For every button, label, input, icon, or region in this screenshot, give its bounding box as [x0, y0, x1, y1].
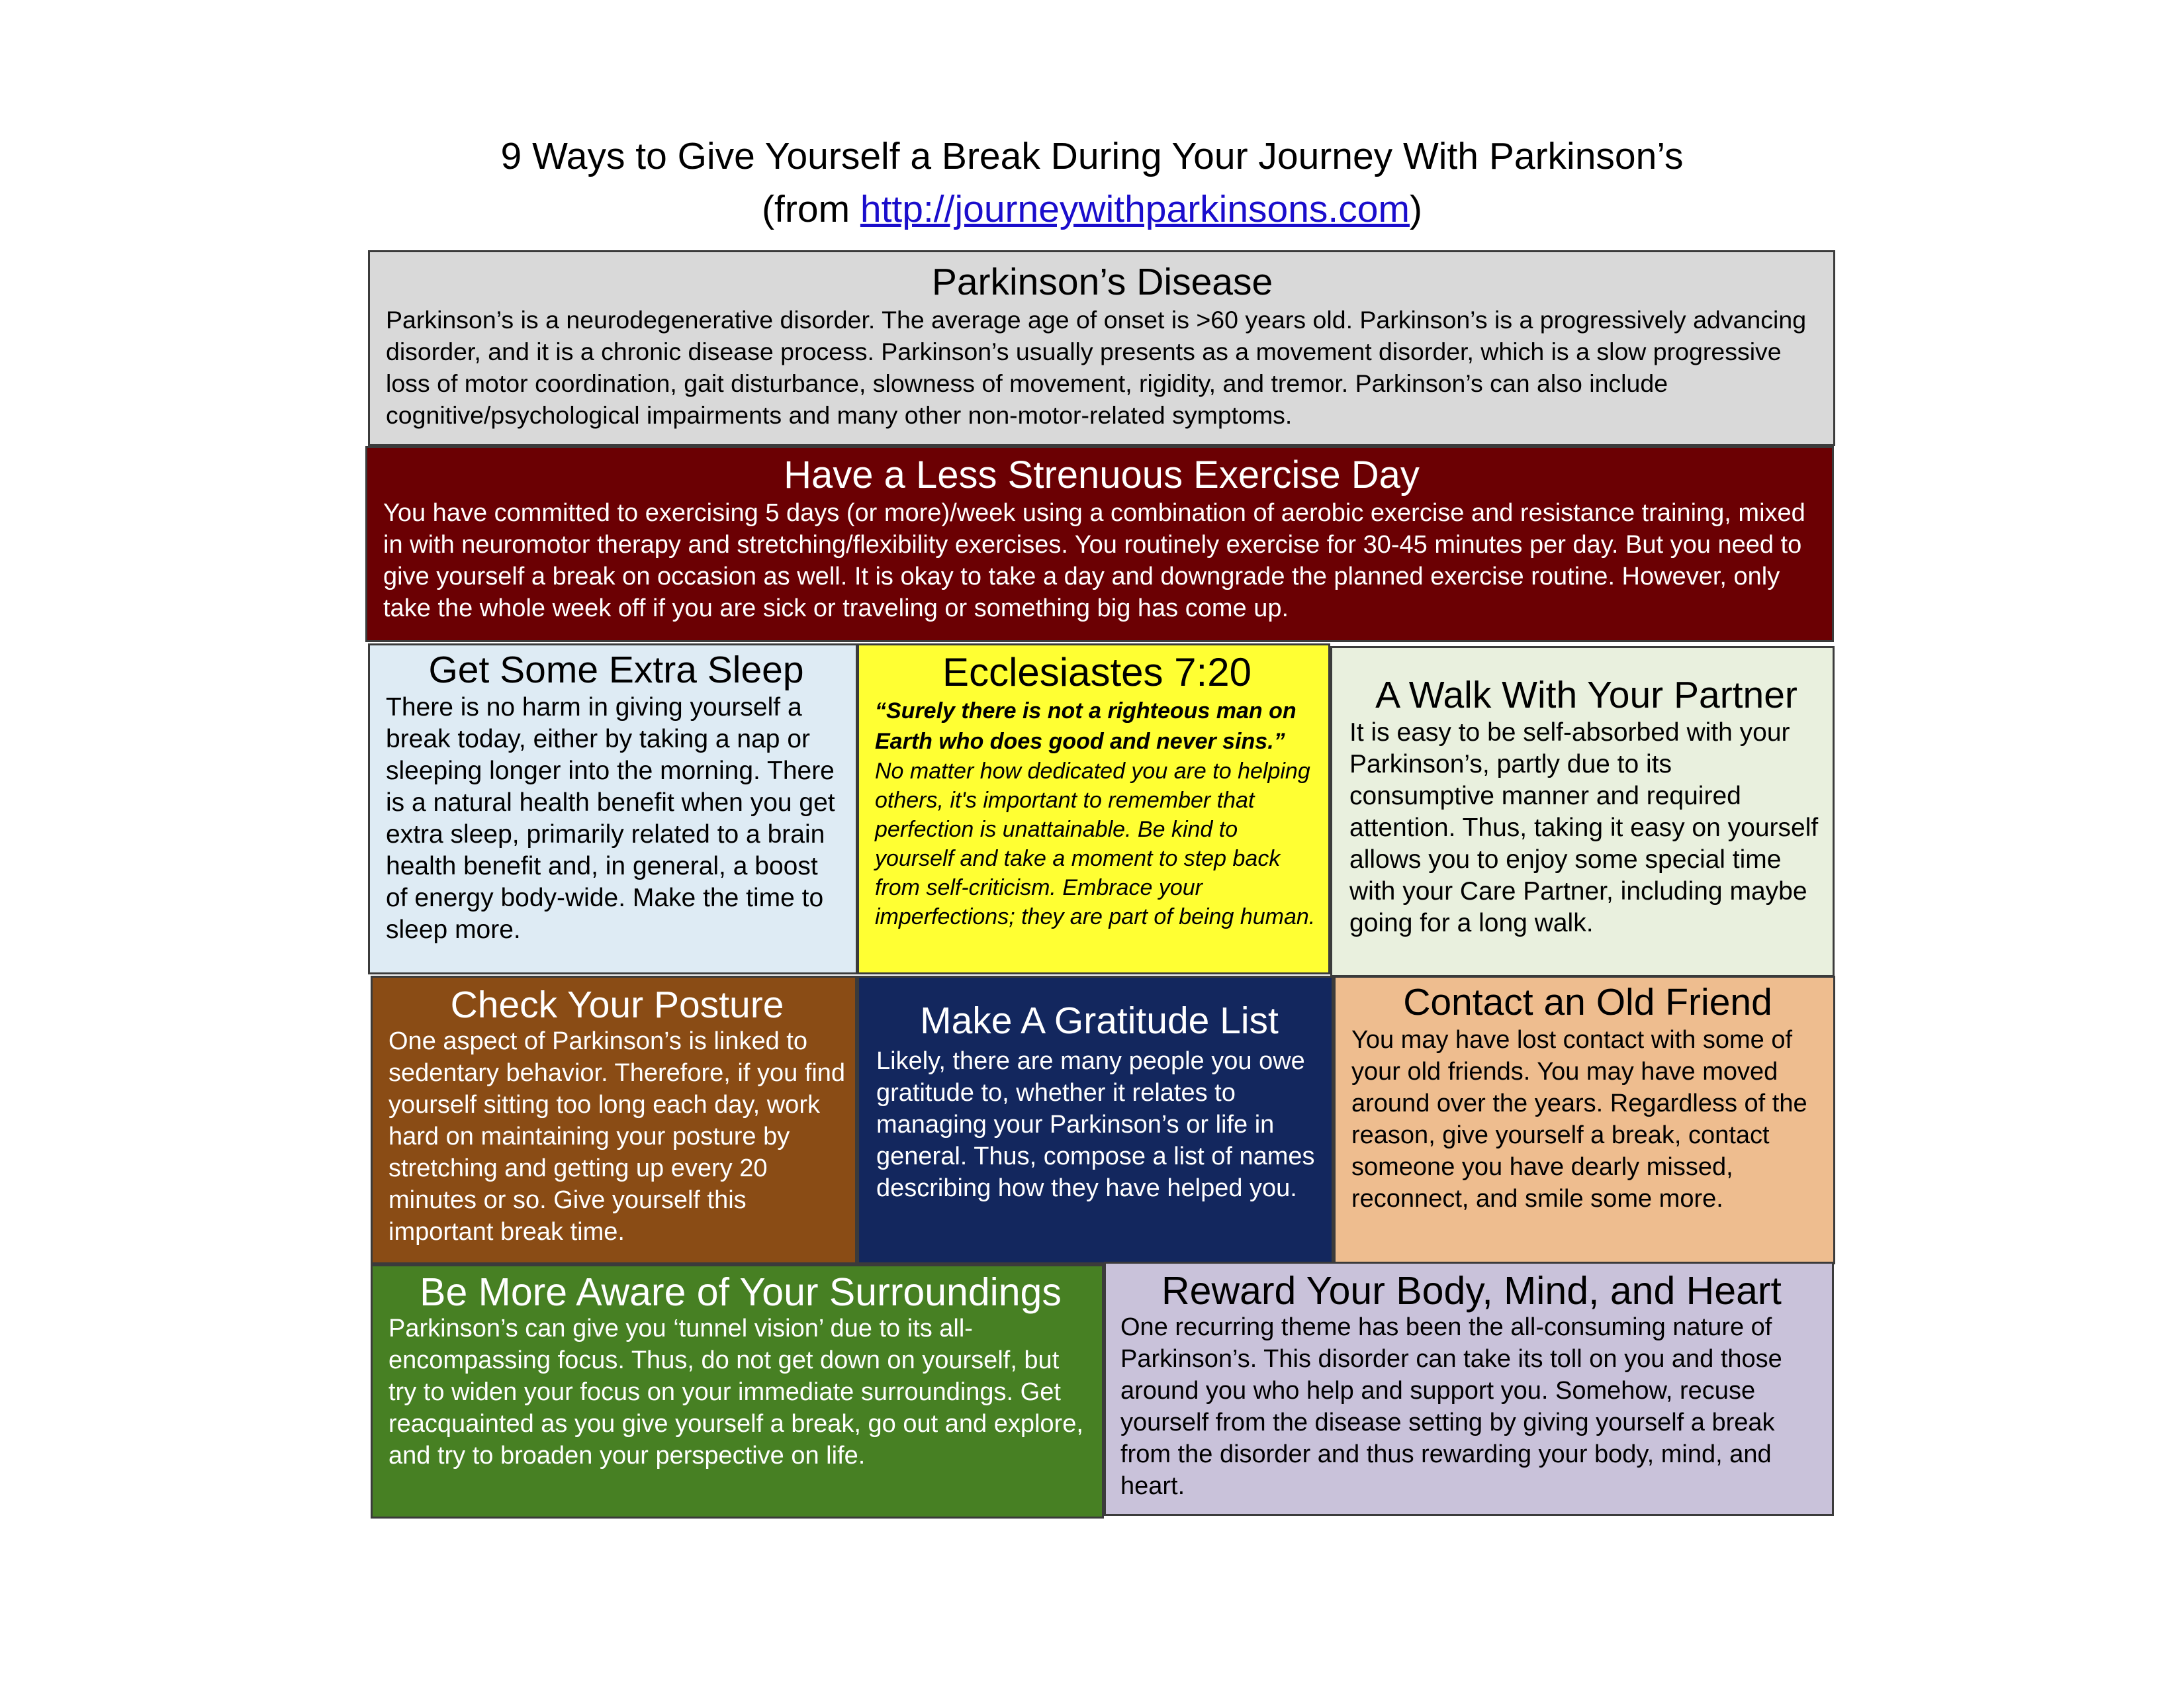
section-old-friend: [1334, 976, 1835, 1264]
section-reward-body-mind-heart: [1104, 1262, 1834, 1516]
scripture-quote: “Surely there is not a righteous man on Earth who does good and never sins.”: [875, 698, 1297, 754]
section-body: There is no harm in giving yourself a break today, either by taking a nap or sleeping longer into the morning. There is a natural health benefit when you get extra sleep, primarily related to a brain health benefit and, in general, a boost of energy body-wide. Make the time to sleep more.: [386, 693, 835, 944]
title-prefix: (from: [762, 188, 860, 230]
section-heading: A Walk With Your Partner: [1375, 674, 1797, 716]
section-heading: Be More Aware of Your Surroundings: [420, 1270, 1062, 1314]
title-line-1: 9 Ways to Give Yourself a Break During Your Journey With Parkinson’s: [500, 135, 1684, 177]
section-body: You may have lost contact with some of your old friends. You may have moved around over the years. Regardless of the reason, give yourself a break, contact someone you have dearly missed, reconnect, and smile some more.: [1351, 1026, 1807, 1213]
section-check-posture: [371, 976, 857, 1264]
section-body: Likely, there are many people you owe gratitude to, whether it relates to managing your Parkinson’s or life in general. Thus, compose a list of names describing how they have helped you.: [876, 1047, 1315, 1202]
section-heading: Ecclesiastes 7:20: [942, 650, 1251, 694]
section-heading: Reward Your Body, Mind, and Heart: [1161, 1269, 1782, 1313]
section-heading: Make A Gratitude List: [920, 1000, 1279, 1042]
page-title: [0, 130, 2184, 236]
section-body: You have committed to exercising 5 days (or more)/week using a combination of aerobic exercise and resistance training, mixed in with neuromotor therapy and stretching/flexibility exercises. You routinely exercise for 30-45 minutes per day. But you need to give yourself a break on occasion as well. It is okay to take a day and downgrade the planned exercise routine. However, only take the whole week off if you are sick or traveling or something big has come up.: [383, 499, 1805, 622]
section-body: Parkinson’s is a neurodegenerative disorder. The average age of onset is >60 years old. Parkinson’s is a progressively advancing disorder, and it is a chronic disease process. Parkinson’s usually presents as a movement disorder, which is a slow progressive loss of motor coordination, gait disturbance, slowness of movement, rigidity, and tremor. Parkinson’s can also include cognitive/psychological impairments and many other non-motor-related symptoms.: [386, 306, 1807, 429]
section-body: It is easy to be self-absorbed with your Parkinson’s, partly due to its consumptive manner and required attention. Thus, taking it easy on yourself allows you to enjoy some special time with your Care Partner, including maybe going for a long walk.: [1349, 718, 1819, 937]
section-heading: Contact an Old Friend: [1403, 981, 1772, 1023]
section-parkinsons-disease: [368, 250, 1835, 446]
section-body: No matter how dedicated you are to helping others, it's important to remember that perfection is unattainable. Be kind to yourself and take a moment to step back from self-criticism. Embrace your imperfections; they are part of being human.: [875, 759, 1316, 929]
section-gratitude-list: [857, 976, 1334, 1264]
section-body: One aspect of Parkinson’s is linked to sedentary behavior. Therefore, if you find yourself sitting too long each day, work hard on maintaining your posture by stretching and getting up every 20 minutes or so. Give yourself this important break time.: [388, 1027, 846, 1246]
source-link[interactable]: http://journeywithparkinsons.com: [860, 188, 1410, 230]
section-aware-surroundings: [371, 1264, 1104, 1519]
section-body: One recurring theme has been the all-consuming nature of Parkinson’s. This disorder can take its toll on you and those around you who help and support you. Somehow, recuse yourself from the disease setting by giving yourself a break from the disorder and thus rewarding your body, mind, and heart.: [1120, 1313, 1782, 1500]
section-heading: Check Your Posture: [450, 984, 784, 1026]
section-walk-with-partner: [1330, 646, 1835, 977]
section-heading: Parkinson’s Disease: [931, 261, 1273, 303]
section-ecclesiastes: [857, 643, 1330, 974]
title-line-2: [0, 183, 2184, 236]
title-suffix: ): [1409, 188, 1422, 230]
section-heading: Have a Less Strenuous Exercise Day: [784, 453, 1420, 496]
section-heading: Get Some Extra Sleep: [428, 649, 804, 691]
section-body: Parkinson’s can give you ‘tunnel vision’ due to its all-encompassing focus. Thus, do not get down on yourself, but try to widen your focus on your immediate surroundings. Get reacquainted as you give yourself a break, go out and explore, and try to broaden your perspective on life.: [388, 1315, 1083, 1470]
section-extra-sleep: [368, 643, 858, 974]
section-less-strenuous-exercise: [365, 446, 1834, 642]
